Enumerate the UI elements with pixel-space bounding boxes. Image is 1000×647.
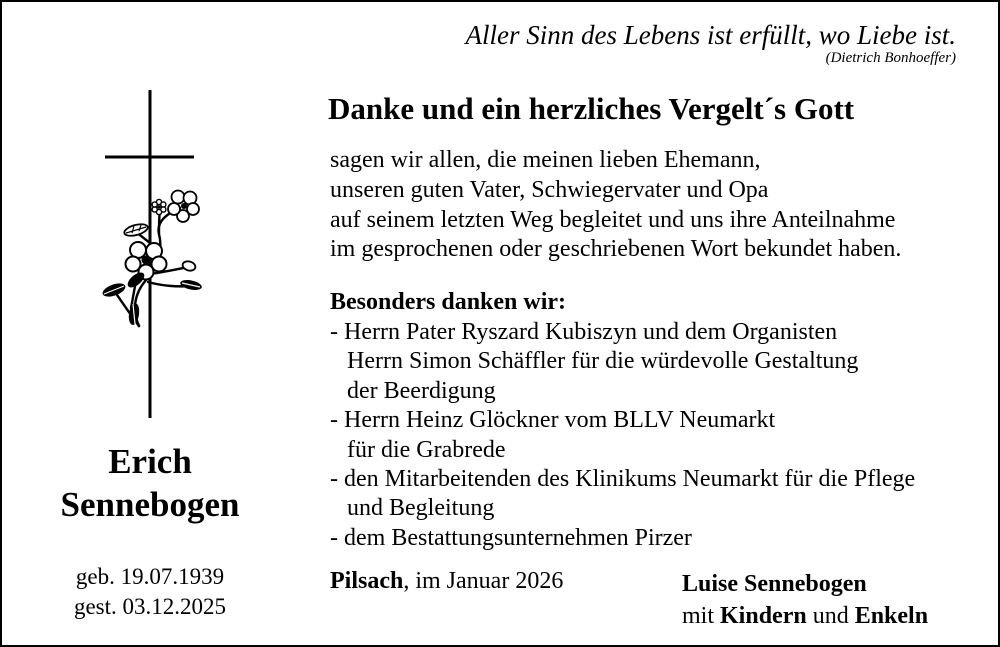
birth-date: geb. 19.07.1939 xyxy=(75,564,225,589)
signature-family-bold: Kindern xyxy=(720,603,807,629)
closing-date: , im Januar 2026 xyxy=(403,568,564,594)
death-date: gest. 03.12.2025 xyxy=(73,594,227,619)
quote-attribution: (Dietrich Bonhoeffer) xyxy=(825,50,956,66)
signature-family-mid: und xyxy=(806,603,855,629)
thanks-heading: Besonders danken wir: xyxy=(330,289,567,315)
quote-text: Aller Sinn des Lebens ist erfüllt, wo Liebe ist. xyxy=(465,20,956,50)
intro-paragraph xyxy=(330,146,901,265)
intro-line: auf seinem letzten Weg begleitet und uns ihre Anteilnahme xyxy=(330,206,896,233)
cross-with-flowers-icon xyxy=(90,88,208,420)
headline: Danke und ein herzliches Vergelt´s Gott xyxy=(328,91,855,126)
life-dates-block xyxy=(30,562,270,622)
closing-line xyxy=(330,568,563,595)
closing-place: Pilsach xyxy=(330,568,404,594)
thanks-line: - Herrn Heinz Glöckner vom BLLV Neumarkt xyxy=(330,407,776,434)
thanks-line: - den Mitarbeitenden des Klinikums Neumarkt für die Pflege xyxy=(330,466,916,493)
signature-block xyxy=(682,568,928,632)
thanks-line: - dem Bestattungsunternehmen Pirzer xyxy=(330,524,692,551)
deceased-last-name: Sennebogen xyxy=(60,485,240,524)
thanks-line: der Beerdigung xyxy=(347,377,496,404)
signature-name: Luise Sennebogen xyxy=(682,571,867,597)
signature-family-bold: Enkeln xyxy=(854,603,929,629)
thanks-line: für die Grabrede xyxy=(347,436,506,463)
thanks-line: und Begleitung xyxy=(347,495,495,522)
intro-line: im gesprochenen oder geschriebenen Wort bekundet haben. xyxy=(330,236,902,263)
thanks-list xyxy=(330,318,915,553)
thanks-line: Herrn Simon Schäffler für die würdevolle Gestaltung xyxy=(347,348,859,375)
deceased-name-block xyxy=(30,440,270,526)
deceased-first-name: Erich xyxy=(108,442,192,481)
intro-line: unseren guten Vater, Schwiegervater und Opa xyxy=(330,176,769,203)
thanks-line: - Herrn Pater Ryszard Kubiszyn und dem Organisten xyxy=(330,319,838,345)
signature-family-pre: mit xyxy=(682,603,721,629)
signature-family-line xyxy=(682,600,928,632)
intro-line: sagen wir allen, die meinen lieben Ehemann, xyxy=(330,147,761,173)
